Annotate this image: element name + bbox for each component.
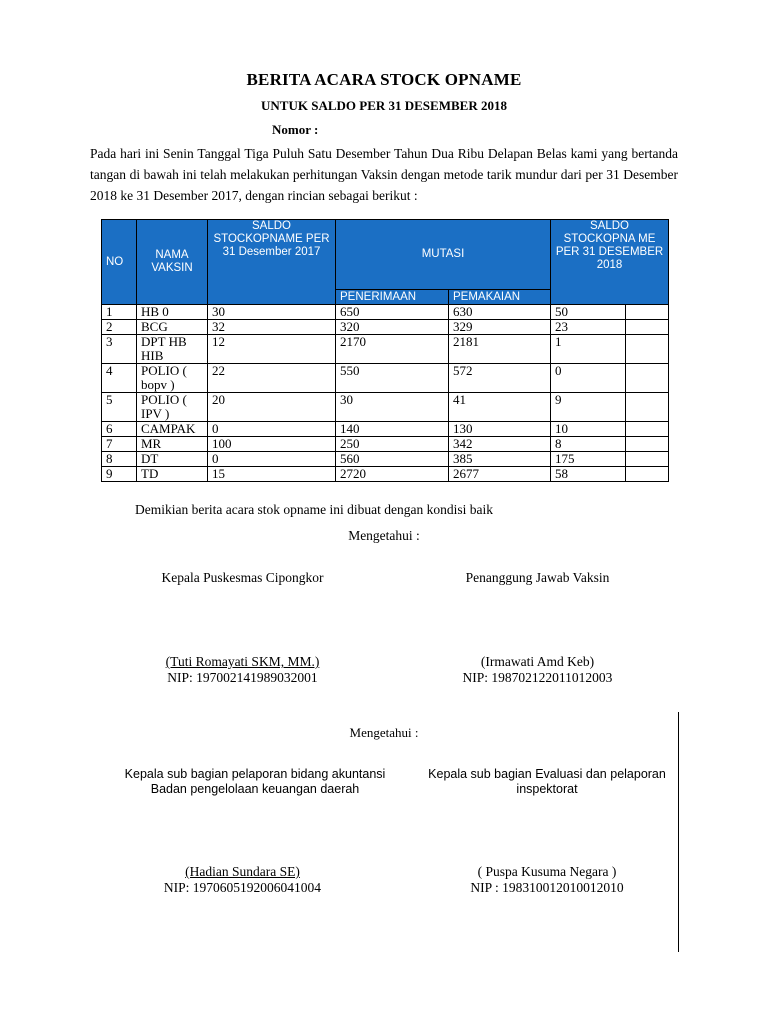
cell-nama: POLIO ( IPV )	[137, 393, 208, 422]
cell-nama: MR	[137, 437, 208, 452]
signatory-role: Penanggung Jawab Vaksin	[465, 570, 610, 585]
header-nama-vaksin: NAMA VAKSIN	[137, 220, 208, 305]
signatory-name: (Tuti Romayati SKM, MM.)	[165, 654, 320, 669]
table-row	[102, 393, 669, 422]
cell-saldo-akhir: 0	[551, 364, 626, 393]
signature-block-inspektorat	[412, 767, 682, 797]
signatory-name-block-left-2	[100, 864, 385, 896]
cell-pemakaian: 630	[449, 305, 551, 320]
signatory-role-line1: Kepala sub bagian Evaluasi dan pelaporan	[428, 767, 666, 781]
signature-block-kepala-puskesmas	[100, 570, 385, 586]
cell-penerimaan: 30	[336, 393, 449, 422]
cell-nama: DT	[137, 452, 208, 467]
cell-nama: CAMPAK	[137, 422, 208, 437]
cell-empty	[626, 393, 669, 422]
signatory-nip: NIP: 198702122011012003	[462, 670, 613, 685]
cell-saldo-akhir: 1	[551, 335, 626, 364]
cell-penerimaan: 2720	[336, 467, 449, 482]
signatory-nip: NIP : 198310012010012010	[470, 880, 624, 895]
cell-empty	[626, 437, 669, 452]
cell-empty	[626, 320, 669, 335]
cell-penerimaan: 140	[336, 422, 449, 437]
cell-no: 1	[102, 305, 137, 320]
cell-empty	[626, 335, 669, 364]
cell-pemakaian: 130	[449, 422, 551, 437]
closing-statement: Demikian berita acara stok opname ini dibuat dengan kondisi baik	[135, 502, 494, 517]
cell-empty	[626, 452, 669, 467]
cell-saldo-awal: 0	[208, 422, 336, 437]
cell-penerimaan: 320	[336, 320, 449, 335]
cell-saldo-akhir: 58	[551, 467, 626, 482]
cell-pemakaian: 2181	[449, 335, 551, 364]
intro-paragraph: Pada hari ini Senin Tanggal Tiga Puluh Satu Desember Tahun Dua Ribu Delapan Belas kami yang bertanda tangan di bawah ini telah melakukan perhitungan Vaksin dengan metode tarik mundur dari per 31 Desember 2018 ke 31 Desember 2017, dengan rincian sebagai berikut :	[90, 146, 678, 203]
cell-saldo-awal: 0	[208, 452, 336, 467]
cell-saldo-awal: 32	[208, 320, 336, 335]
header-pemakaian: PEMAKAIAN	[449, 290, 551, 305]
cell-no: 2	[102, 320, 137, 335]
cell-empty	[626, 467, 669, 482]
stock-table-body	[102, 305, 669, 482]
cell-pemakaian: 329	[449, 320, 551, 335]
cell-nama: POLIO ( bopv )	[137, 364, 208, 393]
table-row	[102, 364, 669, 393]
cell-no: 9	[102, 467, 137, 482]
header-no: NO	[102, 220, 137, 305]
signatory-name: (Irmawati Amd Keb)	[480, 654, 595, 669]
signatory-role-line1: Kepala sub bagian pelaporan bidang akuntansi	[124, 767, 386, 781]
cell-empty	[626, 305, 669, 320]
cell-penerimaan: 650	[336, 305, 449, 320]
cell-saldo-awal: 20	[208, 393, 336, 422]
header-mutasi: MUTASI	[336, 220, 551, 290]
cell-penerimaan: 560	[336, 452, 449, 467]
cell-no: 6	[102, 422, 137, 437]
mengetahui-label-1: Mengetahui :	[348, 528, 420, 543]
cell-nama: TD	[137, 467, 208, 482]
cell-penerimaan: 550	[336, 364, 449, 393]
table-row	[102, 467, 669, 482]
stock-table	[101, 219, 669, 482]
cell-no: 8	[102, 452, 137, 467]
cell-no: 3	[102, 335, 137, 364]
header-saldo-awal: SALDO STOCKOPNAME PER 31 Desember 2017	[208, 220, 336, 305]
cell-saldo-awal: 12	[208, 335, 336, 364]
cell-saldo-akhir: 8	[551, 437, 626, 452]
mengetahui-label-2: Mengetahui :	[349, 725, 419, 740]
cell-saldo-akhir: 10	[551, 422, 626, 437]
table-row	[102, 305, 669, 320]
cell-pemakaian: 41	[449, 393, 551, 422]
cell-no: 7	[102, 437, 137, 452]
cell-nama: BCG	[137, 320, 208, 335]
table-row	[102, 320, 669, 335]
cell-penerimaan: 250	[336, 437, 449, 452]
table-row	[102, 452, 669, 467]
nomor-label: Nomor :	[272, 122, 319, 137]
cell-pemakaian: 342	[449, 437, 551, 452]
signatory-role-line2: inspektorat	[516, 782, 578, 796]
signature-block-penanggung-jawab	[395, 570, 680, 586]
signatory-name: ( Puspa Kusuma Negara )	[477, 864, 617, 879]
cell-pemakaian: 385	[449, 452, 551, 467]
header-penerimaan: PENERIMAAN	[336, 290, 449, 305]
cell-no: 5	[102, 393, 137, 422]
signatory-nip: NIP: 197002141989032001	[167, 670, 318, 685]
signatory-role: Kepala Puskesmas Cipongkor	[161, 570, 324, 585]
signatory-name-block-right-1	[395, 654, 680, 686]
signatory-name-block-right-2	[412, 864, 682, 896]
header-saldo-akhir: SALDO STOCKOPNA ME PER 31 DESEMBER 2018	[551, 220, 669, 305]
cell-nama: DPT HB HIB	[137, 335, 208, 364]
cell-empty	[626, 364, 669, 393]
signatory-nip: NIP: 1970605192006041004	[163, 880, 322, 895]
signatory-name: (Hadian Sundara SE)	[185, 864, 300, 879]
table-row	[102, 335, 669, 364]
document-subtitle: UNTUK SALDO PER 31 DESEMBER 2018	[261, 98, 507, 113]
signatory-role-line2: Badan pengelolaan keuangan daerah	[150, 782, 360, 796]
cell-saldo-akhir: 50	[551, 305, 626, 320]
cell-saldo-awal: 22	[208, 364, 336, 393]
cell-penerimaan: 2170	[336, 335, 449, 364]
cell-pemakaian: 2677	[449, 467, 551, 482]
table-row	[102, 422, 669, 437]
cell-saldo-awal: 30	[208, 305, 336, 320]
margin-rule	[678, 712, 679, 952]
table-row	[102, 437, 669, 452]
cell-saldo-awal: 100	[208, 437, 336, 452]
cell-no: 4	[102, 364, 137, 393]
cell-nama: HB 0	[137, 305, 208, 320]
cell-empty	[626, 422, 669, 437]
cell-saldo-akhir: 9	[551, 393, 626, 422]
cell-saldo-akhir: 23	[551, 320, 626, 335]
cell-saldo-akhir: 175	[551, 452, 626, 467]
cell-pemakaian: 572	[449, 364, 551, 393]
cell-saldo-awal: 15	[208, 467, 336, 482]
document-title: BERITA ACARA STOCK OPNAME	[246, 70, 522, 89]
signature-block-akuntansi	[95, 767, 415, 797]
signatory-name-block-left-1	[100, 654, 385, 686]
